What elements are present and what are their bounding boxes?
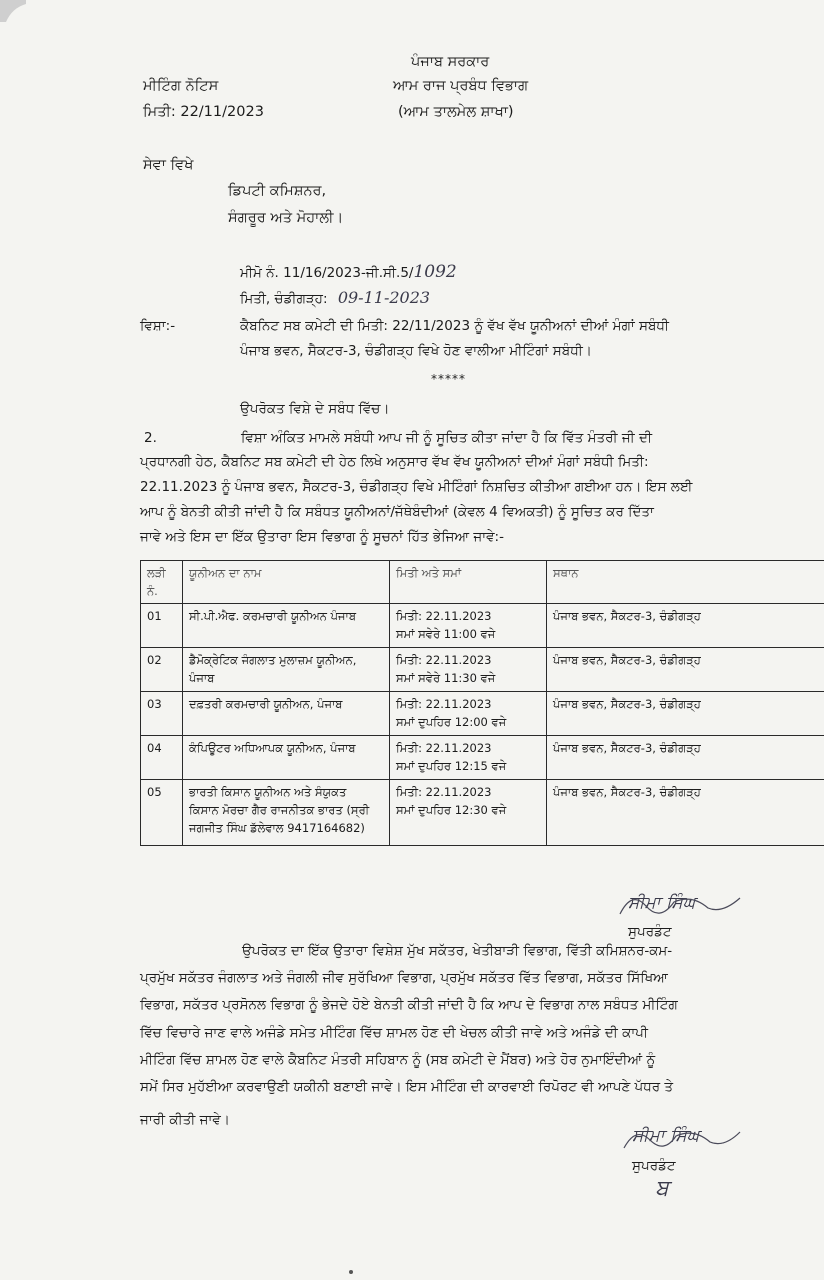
- table-row: [141, 692, 824, 736]
- addressee-line2: ਸੰਗਰੂਰ ਅਤੇ ਮੋਹਾਲੀ।: [228, 210, 344, 226]
- row-date-time: [390, 692, 547, 736]
- meeting-date: ਮਿਤੀ: 22.11.2023: [396, 653, 492, 667]
- row-date-time: [390, 736, 547, 780]
- header-serial: ਲੜੀ ਨੰ.: [141, 561, 183, 604]
- copy-para-line3: ਵਿਭਾਗ, ਸਕੱਤਰ ਪ੍ਰਸੋਨਲ ਵਿਭਾਗ ਨੂੰ ਭੇਜਦੇ ਹੋਏ ਬੇਨਤੀ ਕੀਤੀ ਜਾਂਦੀ ਹੈ ਕਿ ਆਪ ਦੇ ਵਿਭਾਗ ਨਾਲ ਸਬੰਧਤ ਮੀਟਿੰਗ: [140, 997, 678, 1013]
- para2-line2: ਪ੍ਰਧਾਨਗੀ ਹੇਠ, ਕੈਬਨਿਟ ਸਬ ਕਮੇਟੀ ਦੀ ਹੇਠ ਲਿਖੇ ਅਨੁਸਾਰ ਵੱਖ ਵੱਖ ਯੂਨੀਅਨਾਂ ਦੀਆਂ ਮੰਗਾਂ ਸਬੰਧੀ ਮਿਤੀ:: [140, 454, 649, 470]
- corner-mark-icon: [0, 0, 30, 24]
- union-line: ਜਗਜੀਤ ਸਿੰਘ ਡੱਲੇਵਾਲ 9417164682): [189, 821, 365, 835]
- memo-number-handwritten: 1092: [413, 262, 457, 282]
- row-place: ਪੰਜਾਬ ਭਵਨ, ਸੈਕਟਰ-3, ਚੰਡੀਗੜ੍ਹ: [547, 648, 824, 692]
- union-line: ਪੰਜਾਬ: [189, 671, 215, 685]
- table-row: [141, 736, 824, 780]
- department-name: ਆਮ ਰਾਜ ਪ੍ਰਬੰਧ ਵਿਭਾਗ: [393, 78, 529, 94]
- para-number: 2.: [144, 430, 157, 446]
- para2-line5: ਜਾਵੇ ਅਤੇ ਇਸ ਦਾ ਇੱਕ ਉਤਾਰਾ ਇਸ ਵਿਭਾਗ ਨੂੰ ਸੂਚਨਾਂ ਹਿੱਤ ਭੇਜਿਆ ਜਾਵੇ:-: [140, 529, 504, 545]
- signature-scribble-1: [612, 884, 752, 924]
- table-row: [141, 648, 824, 692]
- meeting-date: ਮਿਤੀ: 22.11.2023: [396, 609, 492, 623]
- row-union: [183, 736, 390, 780]
- row-union: [183, 692, 390, 736]
- copy-para-line4: ਵਿੱਚ ਵਿਚਾਰੇ ਜਾਣ ਵਾਲੇ ਅਜੰਡੇ ਸਮੇਤ ਮੀਟਿੰਗ ਵਿੱਚ ਸ਼ਾਮਲ ਹੋਣ ਦੀ ਖੇਚਲ ਕੀਤੀ ਜਾਵੇ ਅਤੇ ਅਜੰਡੇ ਦੀ ਕਾਪੀ: [140, 1025, 648, 1041]
- meetings-table: [140, 560, 824, 846]
- row-union: [183, 648, 390, 692]
- notice-title: ਮੀਟਿੰਗ ਨੋਟਿਸ: [143, 78, 219, 94]
- copy-para-line2: ਪ੍ਰਮੁੱਖ ਸਕੱਤਰ ਜੰਗਲਾਤ ਅਤੇ ਜੰਗਲੀ ਜੀਵ ਸੁਰੱਖਿਆ ਵਿਭਾਗ, ਪ੍ਰਮੁੱਖ ਸਕੱਤਰ ਵਿੱਤ ਵਿਭਾਗ, ਸਕੱਤਰ ਸਿੱਖਿਆ: [140, 970, 668, 986]
- subject-label: ਵਿਸ਼ਾ:-: [140, 318, 176, 334]
- union-line: ਕਿਸਾਨ ਮੋਰਚਾ ਗੈਰ ਰਾਜਨੀਤਕ ਭਾਰਤ (ਸ੍ਰੀ: [189, 803, 370, 817]
- meeting-time: ਸਮਾਂ ਦੁਪਹਿਰ 12:00 ਵਜੇ: [396, 715, 507, 729]
- row-place: ਪੰਜਾਬ ਭਵਨ, ਸੈਕਟਰ-3, ਚੰਡੀਗੜ੍ਹ: [547, 692, 824, 736]
- meeting-date: ਮਿਤੀ: 22.11.2023: [396, 697, 492, 711]
- table-row: [141, 604, 824, 648]
- govt-name: ਪੰਜਾਬ ਸਰਕਾਰ: [411, 54, 490, 70]
- row-place: ਪੰਜਾਬ ਭਵਨ, ਸੈਕਟਰ-3, ਚੰਡੀਗੜ੍ਹ: [547, 736, 824, 780]
- meeting-date: ਮਿਤੀ: 22.11.2023: [396, 741, 492, 755]
- meeting-time: ਸਮਾਂ ਸਵੇਰੇ 11:00 ਵਜੇ: [396, 627, 496, 641]
- salutation: ਸੇਵਾ ਵਿਖੇ: [143, 157, 194, 173]
- memo-date-handwritten: 09-11-2023: [337, 288, 431, 307]
- signature-scribble-2: [618, 1120, 748, 1158]
- signature-handwritten-1: ਸੀਮਾ ਸਿੰਘ: [628, 893, 696, 913]
- union-line: ਸੀ.ਪੀ.ਐਫ. ਕਰਮਚਾਰੀ ਯੂਨੀਅਨ ਪੰਜਾਬ: [189, 609, 357, 623]
- memo-date-printed: ਮਿਤੀ, ਚੰਡੀਗੜ੍ਹ:: [240, 291, 328, 307]
- meeting-time: ਸਮਾਂ ਦੁਪਹਿਰ 12:15 ਵਜੇ: [396, 759, 507, 773]
- union-line: ਦਫ਼ਤਰੀ ਕਰਮਚਾਰੀ ਯੂਨੀਅਨ, ਪੰਜਾਬ: [189, 697, 343, 711]
- copy-para-line6: ਸਮੇਂ ਸਿਰ ਮੁਹੱਈਆ ਕਰਵਾਉਣੀ ਯਕੀਨੀ ਬਣਾਈ ਜਾਵੇ। ਇਸ ਮੀਟਿੰਗ ਦੀ ਕਾਰਵਾਈ ਰਿਪੋਰਟ ਵੀ ਆਪਣੇ ਪੱਧਰ ਤੇ: [140, 1079, 674, 1095]
- copy-para-line7: ਜਾਰੀ ਕੀਤੀ ਜਾਵੇ।: [140, 1112, 230, 1128]
- memo-date: [240, 288, 430, 307]
- header-union-name: ਯੂਨੀਅਨ ਦਾ ਨਾਮ: [183, 561, 390, 604]
- signature-designation-2: ਸੁਪਰਡੰਟ: [632, 1158, 676, 1174]
- notice-date: ਮਿਤੀ: 22/11/2023: [143, 104, 264, 120]
- meeting-time: ਸਮਾਂ ਦੁਪਹਿਰ 12:30 ਵਜੇ: [396, 803, 507, 817]
- reference-line: ਉਪਰੋਕਤ ਵਿਸ਼ੇ ਦੇ ਸਬੰਧ ਵਿੱਚ।: [240, 401, 390, 417]
- row-place: ਪੰਜਾਬ ਭਵਨ, ਸੈਕਟਰ-3, ਚੰਡੀਗੜ੍ਹ: [547, 604, 824, 648]
- row-serial: 04: [141, 736, 183, 780]
- copy-para-line1: ਉਪਰੋਕਤ ਦਾ ਇੱਕ ਉਤਾਰਾ ਵਿਸ਼ੇਸ਼ ਮੁੱਖ ਸਕੱਤਰ, ਖੇਤੀਬਾੜੀ ਵਿਭਾਗ, ਵਿੱਤੀ ਕਮਿਸ਼ਨਰ-ਕਮ-: [242, 943, 673, 959]
- row-serial: 01: [141, 604, 183, 648]
- subject-line1: ਕੈਬਨਿਟ ਸਬ ਕਮੇਟੀ ਦੀ ਮਿਤੀ: 22/11/2023 ਨੂੰ ਵੱਖ ਵੱਖ ਯੂਨੀਅਨਾਂ ਦੀਆਂ ਮੰਗਾਂ ਸਬੰਧੀ: [240, 318, 669, 334]
- scan-dot: [349, 1270, 353, 1274]
- row-date-time: [390, 780, 547, 846]
- signature-designation-1: ਸੁਪਰਡੰਟ: [628, 924, 672, 940]
- memo-number-printed: ਮੀਮੋ ਨੰ. 11/16/2023-ਜੀ.ਸੀ.5/: [240, 265, 414, 281]
- signature-handwritten-2: ਸੀਮਾ ਸਿੰਘ: [632, 1126, 700, 1146]
- separator: *****: [431, 372, 466, 386]
- meeting-time: ਸਮਾਂ ਸਵੇਰੇ 11:30 ਵਜੇ: [396, 671, 496, 685]
- row-date-time: [390, 604, 547, 648]
- header-date-time: ਮਿਤੀ ਅਤੇ ਸਮਾਂ: [390, 561, 547, 604]
- row-union: [183, 604, 390, 648]
- union-line: ਭਾਰਤੀ ਕਿਸਾਨ ਯੂਨੀਅਨ ਅਤੇ ਸੰਯੁਕਤ: [189, 785, 347, 799]
- copy-para-line5: ਮੀਟਿੰਗ ਵਿੱਚ ਸ਼ਾਮਲ ਹੋਣ ਵਾਲੇ ਕੈਬਨਿਟ ਮੰਤਰੀ ਸਹਿਬਾਨ ਨੂੰ (ਸਬ ਕਮੇਟੀ ਦੇ ਮੈਂਬਰ) ਅਤੇ ਹੋਰ ਨੁਮਾਇੰਦੀਆਂ ਨੂੰ: [140, 1052, 656, 1068]
- table-row: [141, 780, 824, 846]
- memo-number: [240, 262, 457, 282]
- row-union: [183, 780, 390, 846]
- union-line: ਡੈਮੋਕ੍ਰੇਟਿਕ ਜੰਗਲਾਤ ਮੁਲਾਜ਼ਮ ਯੂਨੀਅਨ,: [189, 653, 357, 667]
- signature-initial: ਬ: [655, 1176, 669, 1201]
- header-place: ਸਥਾਨ: [547, 561, 824, 604]
- meeting-date: ਮਿਤੀ: 22.11.2023: [396, 785, 492, 799]
- row-serial: 03: [141, 692, 183, 736]
- para2-line4: ਆਪ ਨੂੰ ਬੇਨਤੀ ਕੀਤੀ ਜਾਂਦੀ ਹੈ ਕਿ ਸਬੰਧਤ ਯੂਨੀਅਨਾਂ/ਜੱਥੇਬੰਦੀਆਂ (ਕੇਵਲ 4 ਵਿਅਕਤੀ) ਨੂੰ ਸੂਚਿਤ ਕਰ ਦਿੱਤਾ: [140, 504, 654, 520]
- para2-line1: ਵਿਸ਼ਾ ਅੰਕਿਤ ਮਾਮਲੇ ਸਬੰਧੀ ਆਪ ਜੀ ਨੂੰ ਸੂਚਿਤ ਕੀਤਾ ਜਾਂਦਾ ਹੈ ਕਿ ਵਿੱਤ ਮੰਤਰੀ ਜੀ ਦੀ: [241, 430, 653, 446]
- subject-line2: ਪੰਜਾਬ ਭਵਨ, ਸੈਕਟਰ-3, ਚੰਡੀਗੜ੍ਹ ਵਿਖੇ ਹੋਣ ਵਾਲੀਆ ਮੀਟਿੰਗਾਂ ਸਬੰਧੀ।: [240, 343, 592, 359]
- table-header-row: [141, 561, 824, 604]
- addressee-line1: ਡਿਪਟੀ ਕਮਿਸ਼ਨਰ,: [228, 183, 327, 199]
- branch-name: (ਆਮ ਤਾਲਮੇਲ ਸ਼ਾਖਾ): [398, 104, 514, 120]
- row-place: ਪੰਜਾਬ ਭਵਨ, ਸੈਕਟਰ-3, ਚੰਡੀਗੜ੍ਹ: [547, 780, 824, 846]
- row-serial: 02: [141, 648, 183, 692]
- row-date-time: [390, 648, 547, 692]
- para2-line3: 22.11.2023 ਨੂੰ ਪੰਜਾਬ ਭਵਨ, ਸੈਕਟਰ-3, ਚੰਡੀਗੜ੍ਹ ਵਿਖੇ ਮੀਟਿੰਗਾਂ ਨਿਸ਼ਚਿਤ ਕੀਤੀਆ ਗਈਆ ਹਨ। ਇਸ ਲਈ: [140, 479, 693, 495]
- union-line: ਕੰਪਿਊਟਰ ਅਧਿਆਪਕ ਯੂਨੀਅਨ, ਪੰਜਾਬ: [189, 741, 356, 755]
- row-serial: 05: [141, 780, 183, 846]
